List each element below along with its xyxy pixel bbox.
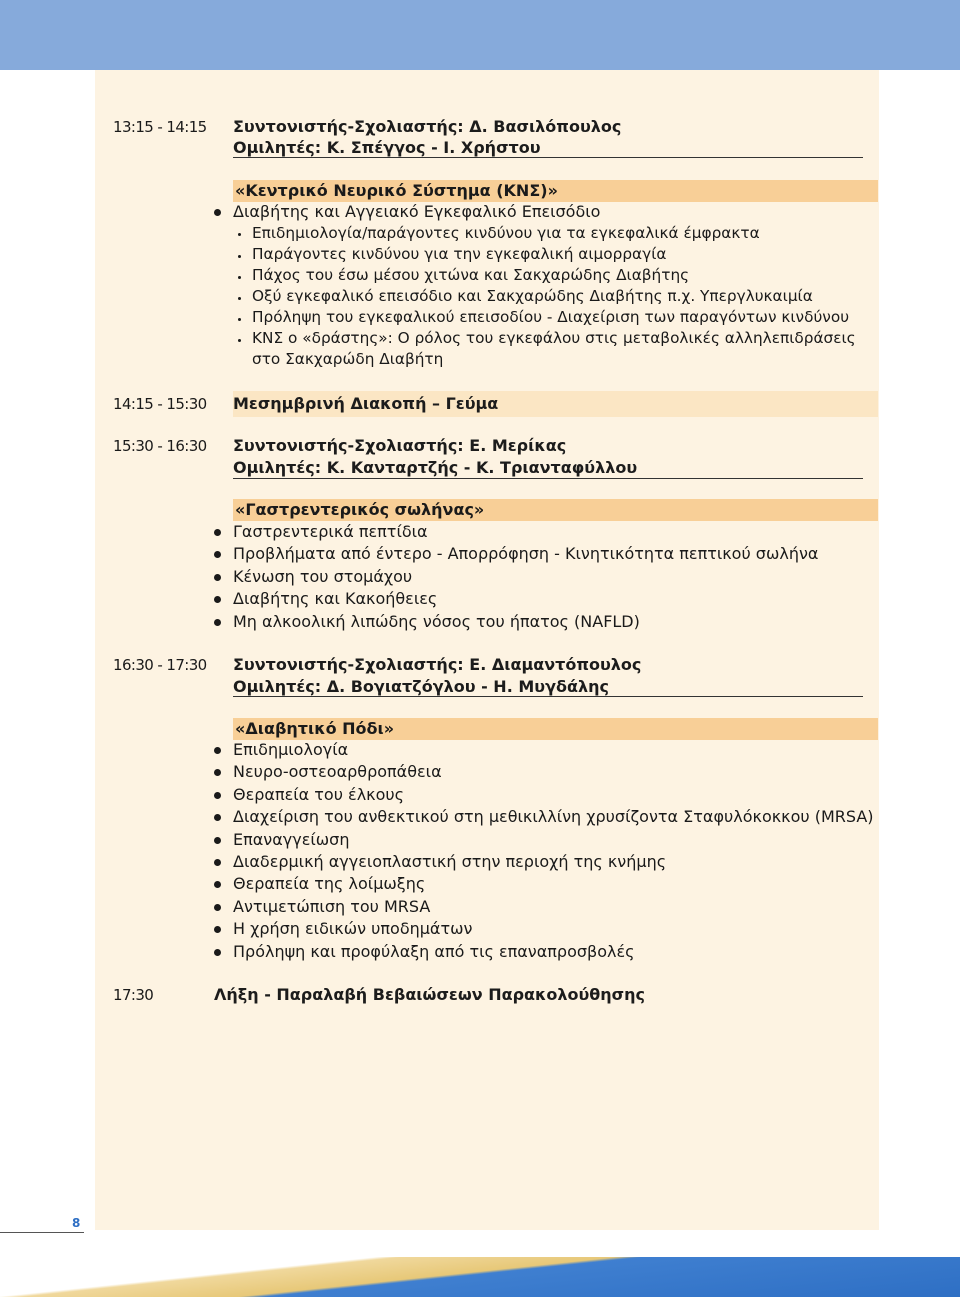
list-item: ΚΝΣ ο «δράστης»: Ο ρόλος του εγκεφάλου στις μεταβολικές αλληλεπιδράσεις: [252, 329, 856, 347]
bullet-icon: [238, 318, 241, 321]
list-item: Η χρήση ειδικών υποδημάτων: [233, 919, 473, 938]
topic-label: «Γαστρεντερικός σωλήνας»: [235, 500, 485, 519]
bullet-icon: [214, 209, 221, 216]
session-time: 17:30: [113, 986, 154, 1004]
bullet-icon: [238, 276, 241, 279]
divider: [233, 696, 863, 697]
bullet-icon: [214, 551, 221, 558]
bullet-icon: [238, 297, 241, 300]
session-speakers: Ομιλητές: Κ. Σπέγγος - Ι. Χρήστου: [233, 138, 541, 157]
divider: [233, 157, 863, 158]
divider: [233, 478, 863, 479]
list-item: Προβλήματα από έντερο - Απορρόφηση - Κινητικότητα πεπτικού σωλήνα: [233, 544, 819, 563]
list-item: Κένωση του στομάχου: [233, 567, 413, 586]
list-item: Επαναγγείωση: [233, 830, 350, 849]
session-speakers: Ομιλητές: Δ. Βογιατζόγλου - Η. Μυγδάλης: [233, 677, 609, 696]
content-panel: [95, 70, 879, 1230]
bullet-icon: [214, 574, 221, 581]
bullet-icon: [214, 837, 221, 844]
list-item: Παράγοντες κινδύνου για την εγκεφαλική αιμορραγία: [252, 245, 667, 263]
list-item: Πρόληψη του εγκεφαλικού επεισοδίου - Διαχείριση των παραγόντων κινδύνου: [252, 308, 850, 326]
bullet-icon: [238, 255, 241, 258]
session-time: 16:30 - 17:30: [113, 656, 207, 674]
session-speakers: Ομιλητές: Κ. Κανταρτζής - Κ. Τριανταφύλλου: [233, 458, 638, 477]
bullet-icon: [214, 881, 221, 888]
bottom-color-band: [0, 1257, 960, 1297]
list-item: Αντιμετώπιση του MRSA: [233, 897, 431, 916]
topic-label: «Κεντρικό Νευρικό Σύστημα (ΚΝΣ)»: [235, 181, 558, 200]
session-time: 14:15 - 15:30: [113, 395, 207, 413]
list-item: Διαδερμική αγγειοπλαστική στην περιοχή της κνήμης: [233, 852, 667, 871]
session-coordinator: Συντονιστής-Σχολιαστής: Ε. Μερίκας: [233, 436, 567, 455]
bullet-icon: [238, 233, 241, 236]
bullet-icon: [214, 926, 221, 933]
session-topic: [233, 180, 878, 202]
bullet-icon: [214, 769, 221, 776]
page-number: 8: [72, 1216, 81, 1230]
bullet-icon: [214, 814, 221, 821]
bullet-icon: [214, 949, 221, 956]
session-topic: [233, 499, 878, 521]
list-item: Διαβήτης και Αγγειακό Εγκεφαλικό Επεισόδιο: [233, 202, 601, 221]
bullet-icon: [214, 859, 221, 866]
list-item: Γαστρεντερικά πεπτίδια: [233, 522, 428, 541]
bullet-icon: [214, 596, 221, 603]
list-item: Πρόληψη και προφύλαξη από τις επαναπροσβολές: [233, 942, 635, 961]
list-item: Μη αλκοολική λιπώδης νόσος του ήπατος (NAFLD): [233, 612, 640, 631]
list-item: Επιδημιολογία: [233, 740, 349, 759]
page-number-rule: [0, 1232, 84, 1233]
bullet-icon: [214, 747, 221, 754]
list-item: Διαβήτης και Κακοήθειες: [233, 589, 438, 608]
session-coordinator: Συντονιστής-Σχολιαστής: Δ. Βασιλόπουλος: [233, 117, 622, 136]
list-item: Θεραπεία της λοίμωξης: [233, 874, 426, 893]
session-time: 15:30 - 16:30: [113, 437, 207, 455]
session-coordinator: Συντονιστής-Σχολιαστής: Ε. Διαμαντόπουλος: [233, 655, 642, 674]
bullet-icon: [238, 339, 241, 342]
list-item: στο Σακχαρώδη Διαβήτη: [252, 350, 444, 368]
bullet-icon: [214, 904, 221, 911]
topic-label: «Διαβητικό Πόδι»: [235, 719, 395, 738]
session-time: 13:15 - 14:15: [113, 118, 207, 136]
top-color-band: [0, 0, 960, 70]
break-title: Μεσημβρινή Διακοπή – Γεύμα: [233, 394, 499, 413]
list-item: Οξύ εγκεφαλικό επεισόδιο και Σακχαρώδης Διαβήτης π.χ. Υπεργλυκαιμία: [252, 287, 813, 305]
session-topic: [233, 718, 878, 740]
list-item: Πάχος του έσω μέσου χιτώνα και Σακχαρώδης Διαβήτης: [252, 266, 690, 284]
list-item: Θεραπεία του έλκους: [233, 785, 405, 804]
list-item: Διαχείριση του ανθεκτικού στη μεθικιλλίνη χρυσίζοντα Σταφυλόκοκκου (MRSA): [233, 807, 874, 826]
list-item: Νευρο-οστεοαρθροπάθεια: [233, 762, 442, 781]
bullet-icon: [214, 792, 221, 799]
bullet-icon: [214, 619, 221, 626]
list-item: Επιδημιολογία/παράγοντες κινδύνου για τα εγκεφαλικά έμφρακτα: [252, 224, 760, 242]
bullet-icon: [214, 529, 221, 536]
closing-title: Λήξη - Παραλαβή Βεβαιώσεων Παρακολούθησης: [214, 985, 646, 1004]
